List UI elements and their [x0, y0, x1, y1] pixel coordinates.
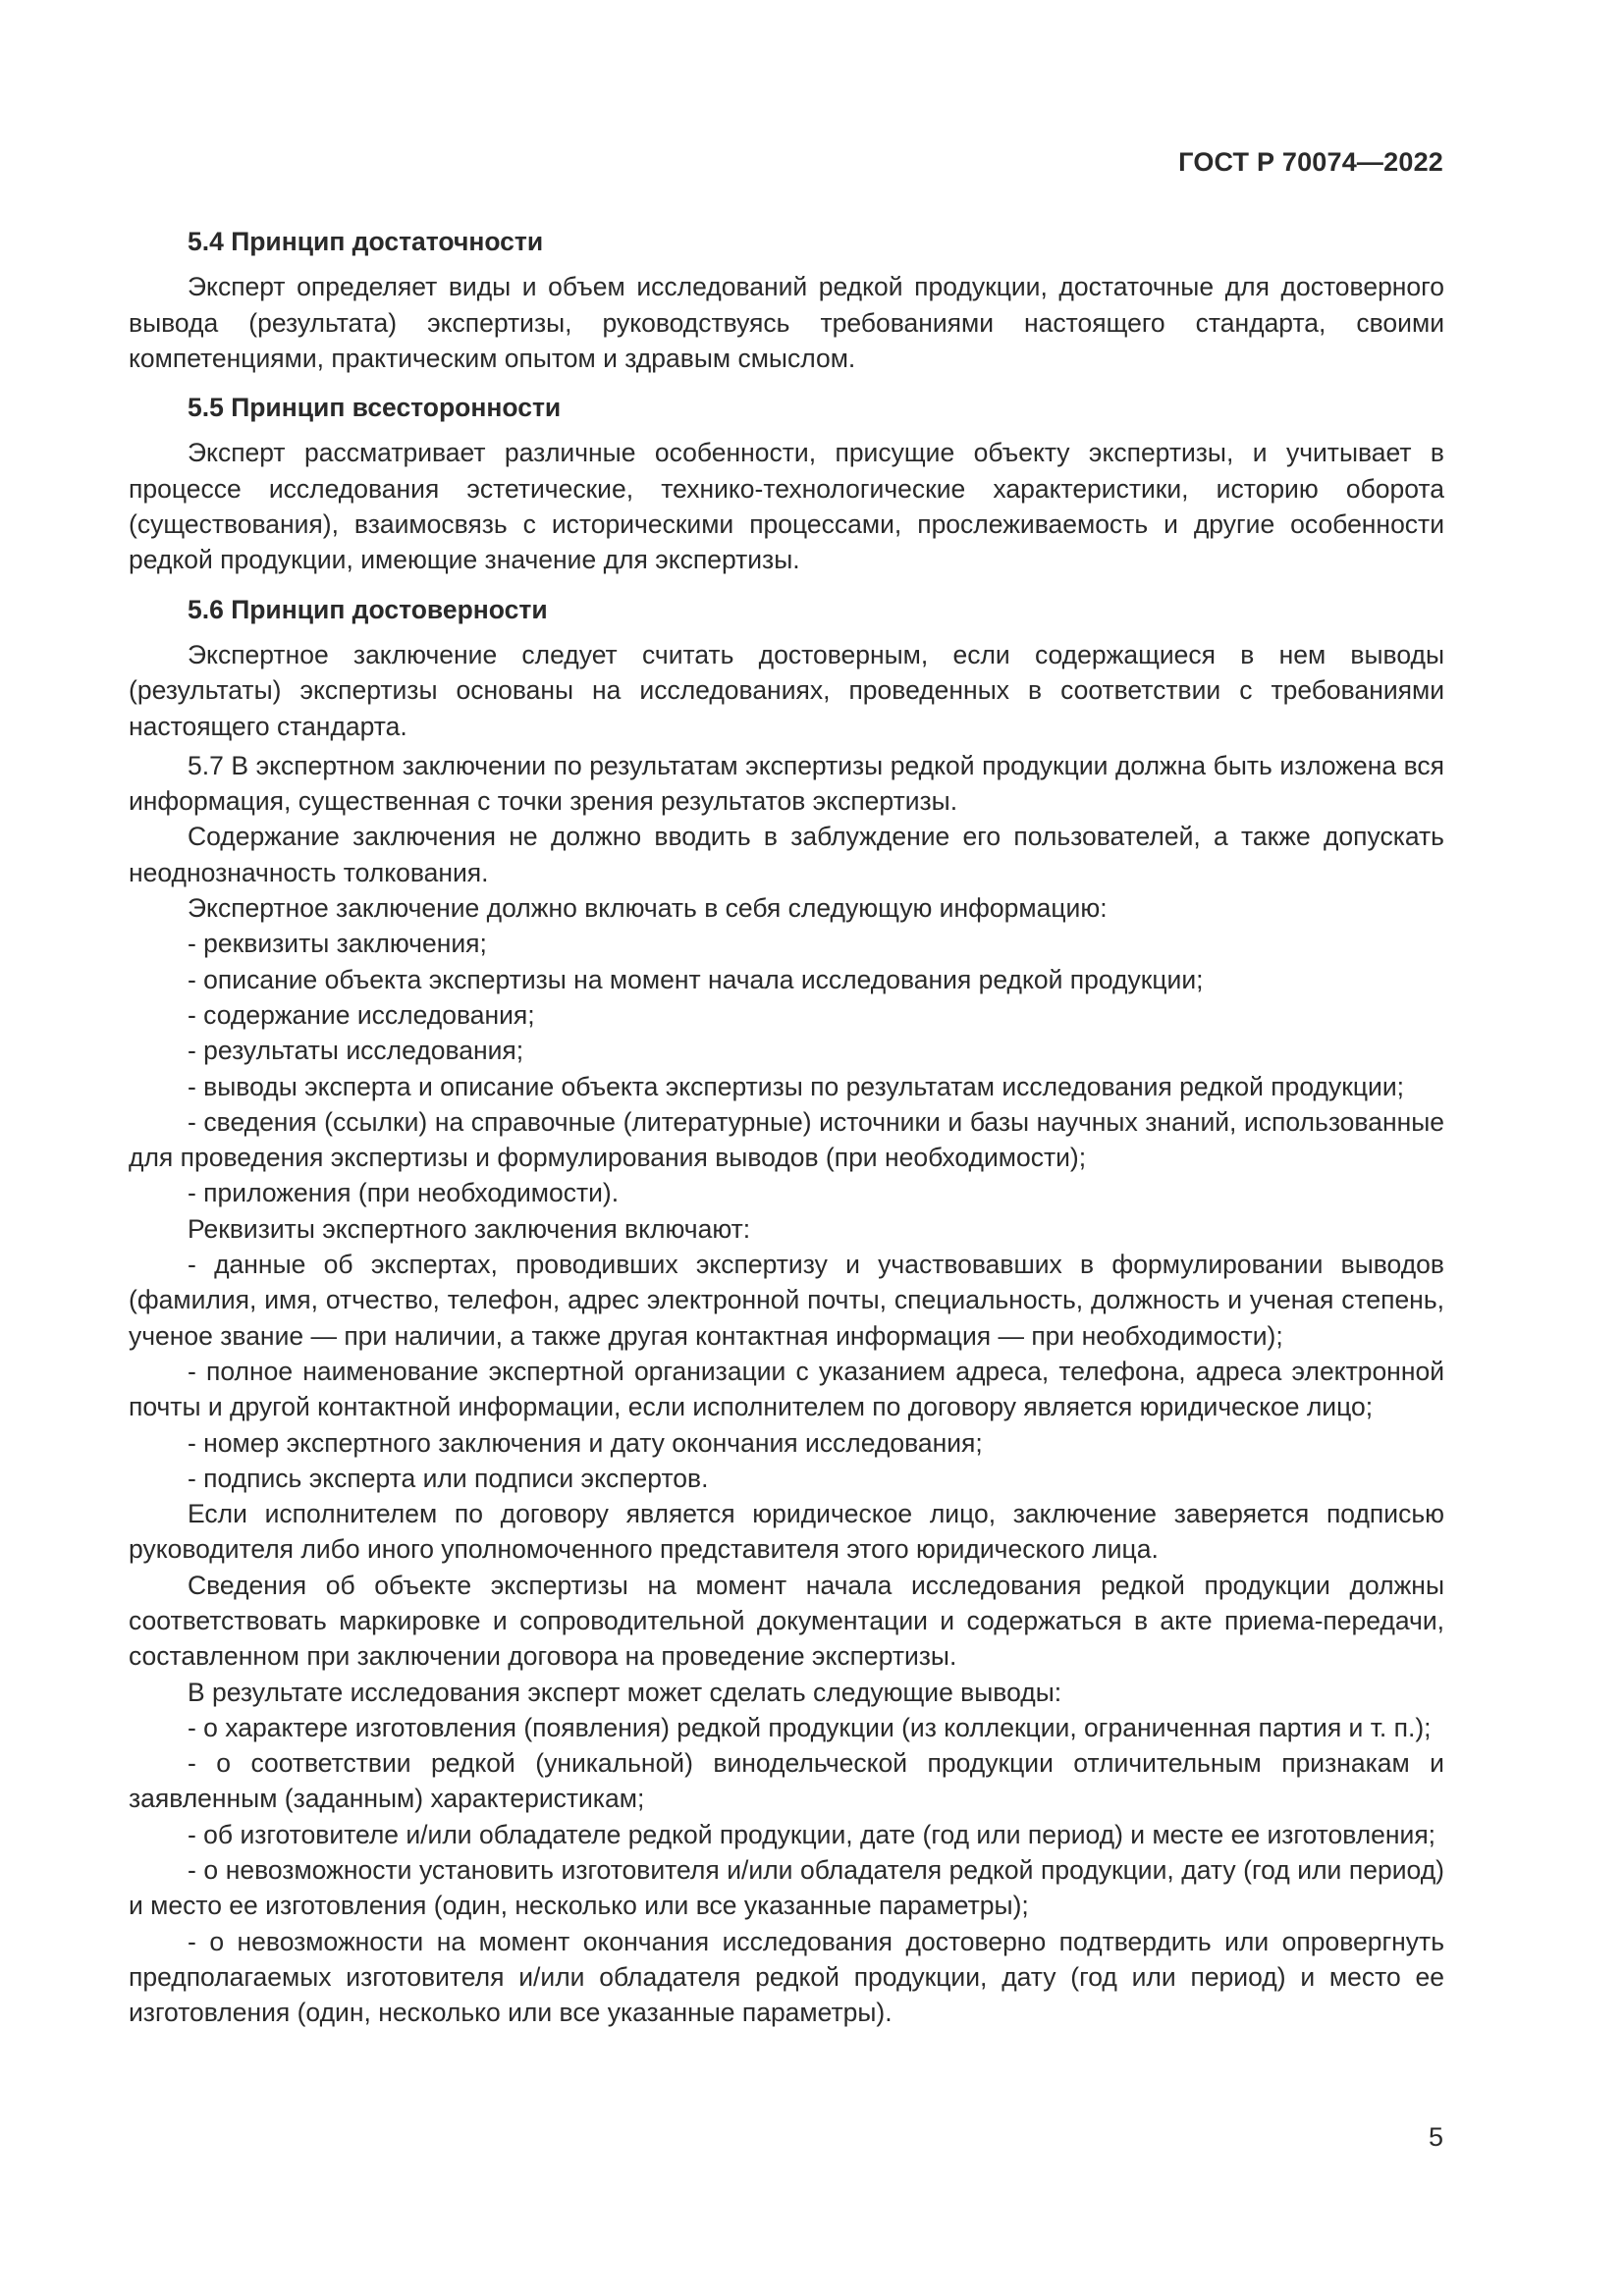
paragraph: 5.7 В экспертном заключении по результатам экспертизы редкой продукции должна быть изложена вся информация, существенная с точки зрения результатов экспертизы.	[129, 750, 1444, 817]
document-id: ГОСТ Р 70074—2022	[1178, 147, 1443, 177]
list-item: - об изготовителе и/или обладателе редкой продукции, дате (год или период) и месте ее изготовления;	[188, 1819, 1436, 1849]
list-item: - результаты исследования;	[188, 1036, 524, 1066]
list-item: - выводы эксперта и описание объекта экспертизы по результатам исследования редкой продукции;	[188, 1071, 1404, 1101]
list-item: - описание объекта экспертизы на момент начала исследования редкой продукции;	[188, 964, 1204, 994]
paragraph: Экспертное заключение следует считать достоверным, если содержащиеся в нем выводы (результаты) экспертизы основаны на исследованиях, проведенных в соответствии с требованиями настоящего стандарта.	[129, 639, 1444, 741]
list-item: - содержание исследования;	[188, 999, 535, 1030]
list-item: - о соответствии редкой (уникальной) винодельческой продукции отличительным признакам и заявленным (заданным) характеристикам;	[129, 1748, 1444, 1814]
paragraph: Реквизиты экспертного заключения включают:	[188, 1213, 751, 1244]
list-item: - подпись эксперта или подписи экспертов.	[188, 1463, 709, 1493]
paragraph: Сведения об объекте экспертизы на момент начала исследования редкой продукции должны соответствовать маркировке и сопроводительной документации и содержаться в акте приема-передачи, составленном при заключении договора на проведение экспертизы.	[129, 1570, 1444, 1672]
list-item: - номер экспертного заключения и дату окончания исследования;	[188, 1427, 983, 1458]
list-item: - реквизиты заключения;	[188, 929, 487, 959]
paragraph: В результате исследования эксперт может сделать следующие выводы:	[188, 1677, 1062, 1707]
page-content	[129, 224, 1444, 2031]
section-heading: 5.6 Принцип достоверности	[188, 594, 548, 624]
section-heading: 5.5 Принцип всесторонности	[188, 393, 562, 423]
list-item: - приложения (при необходимости).	[188, 1178, 620, 1208]
list-item: - о невозможности установить изготовителя и/или обладателя редкой продукции, дату (год или период) и место ее изготовления (один, несколько или все указанные параметры);	[129, 1855, 1444, 1921]
section-heading: 5.4 Принцип достаточности	[188, 227, 544, 256]
paragraph: Содержание заключения не должно вводить в заблуждение его пользователей, а также допускать неоднозначность толкования.	[129, 822, 1444, 887]
list-item: - данные об экспертах, проводивших экспертизу и участвовавших в формулировании выводов (фамилия, имя, отчество, телефон, адрес электронной почты, специальность, должность и ученая степень, ученое звание — при наличии, а также другая контактная информация — при необходимости);	[129, 1250, 1444, 1351]
list-item: - о невозможности на момент окончания исследования достоверно подтвердить или опровергнуть предполагаемых изготовителя и/или обладателя редкой продукции, дату (год или период) и место ее изготовления (один, несколько или все указанные параметры).	[129, 1926, 1444, 2028]
paragraph: Эксперт определяет виды и объем исследований редкой продукции, достаточные для достоверного вывода (результата) экспертизы, руководствуясь требованиями настоящего стандарта, своими компетенциями, практическим опытом и здравым смыслом.	[129, 272, 1444, 373]
list-item: - полное наименование экспертной организации с указанием адреса, телефона, адреса электронной почты и другой контактной информации, если исполнителем по договору является юридическое лицо;	[129, 1356, 1444, 1422]
list-item: - о характере изготовления (появления) редкой продукции (из коллекции, ограниченная партия и т. п.);	[188, 1712, 1432, 1742]
list-item: - сведения (ссылки) на справочные (литературные) источники и базы научных знаний, использованные для проведения экспертизы и формулирования выводов (при необходимости);	[129, 1106, 1444, 1173]
page-number: 5	[1428, 2122, 1443, 2152]
paragraph: Если исполнителем по договору является юридическое лицо, заключение заверяется подписью руководителя либо иного уполномоченного представителя этого юридического лица.	[129, 1499, 1444, 1565]
paragraph: Эксперт рассматривает различные особенности, присущие объекту экспертизы, и учитывает в процессе исследования эстетические, технико-технологические характеристики, историю оборота (существования), взаимосвязь с историческими процессами, прослеживаемость и другие особенности редкой продукции, имеющие значение для экспертизы.	[129, 438, 1444, 575]
paragraph: Экспертное заключение должно включать в себя следующую информацию:	[188, 893, 1108, 924]
